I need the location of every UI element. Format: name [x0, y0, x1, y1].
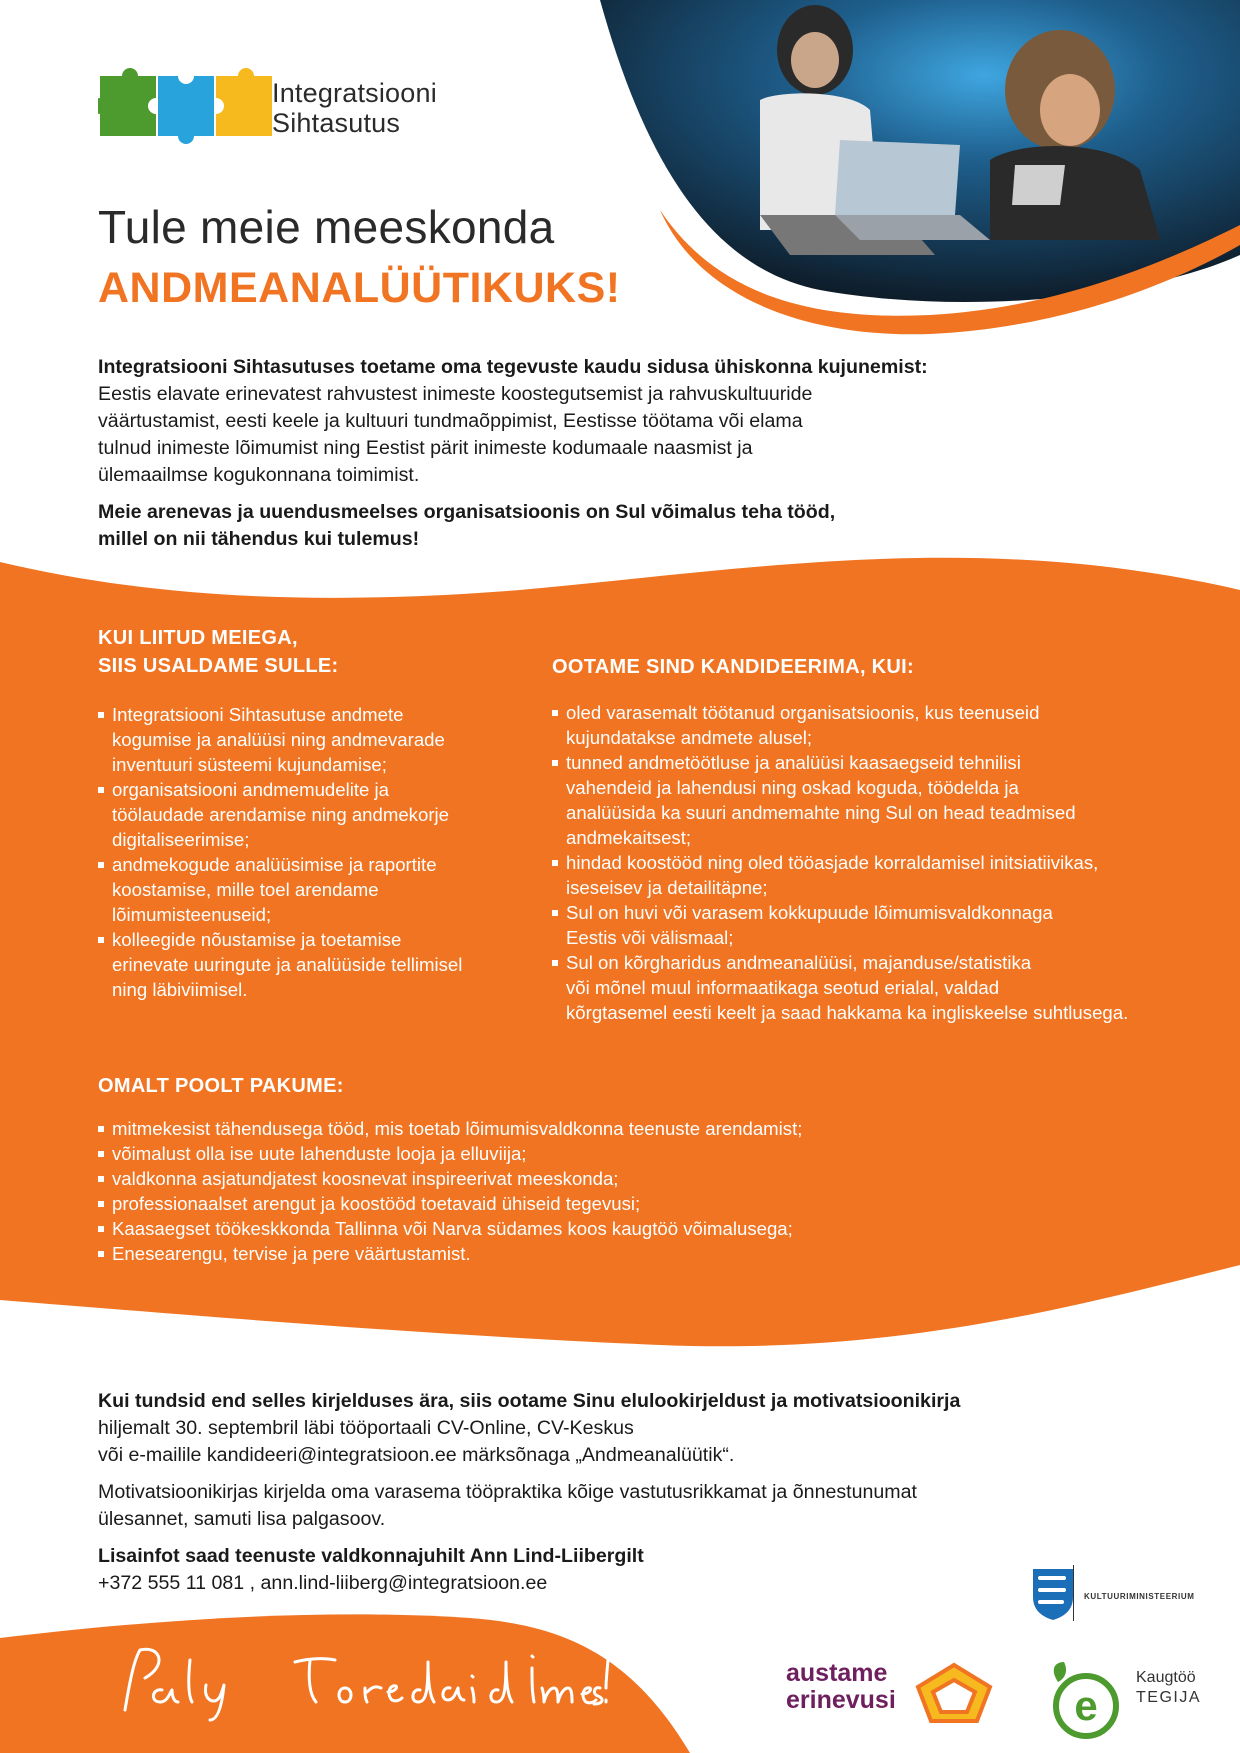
list-item: Sul on huvi või varasem kokkupuude lõimumisvaldkonnaga Eestis või välismaal;: [552, 900, 1192, 950]
puzzle-icon: [98, 68, 272, 144]
closing-line: hiljemalt 30. septembril läbi tööportaali CV-Online, CV-Keskus: [98, 1417, 634, 1439]
trust-heading-line: KUI LIITUD MEIEGA,: [98, 627, 298, 649]
motivation-line: ülesannet, samuti lisa palgasoov.: [98, 1508, 386, 1530]
svg-text:e: e: [1074, 1682, 1098, 1729]
closing-line: või e-mailile kandideeri@integratsioon.ee märksõnaga „Andmeanalüütik“.: [98, 1444, 735, 1466]
intro-line: ülemaailmse kogukonnana toimimist.: [98, 464, 420, 486]
list-item: professionaalset arengut ja koostööd toetavaid ühiseid tegevusi;: [98, 1191, 1158, 1216]
handwritten-signature: [120, 1640, 610, 1730]
list-item: valdkonna asjatundjatest koosnevat inspireerivat meeskonda;: [98, 1166, 1158, 1191]
list-item: oled varasemalt töötanud organisatsioonis, kus teenuseid kujundatakse andmete alusel;: [552, 700, 1192, 750]
motivation-line: Motivatsioonikirjas kirjelda oma varasema tööpraktika kõige vastutusrikkamat ja õnnestunumat: [98, 1481, 917, 1503]
logo-line-2: Sihtasutus: [272, 108, 401, 138]
intro-highlight: Meie arenevas ja uuendusmeelses organisatsioonis on Sul võimalus teha tööd,: [98, 501, 836, 523]
info-lead: Lisainfot saad teenuste valdkonnajuhilt Ann Lind-Liibergilt: [98, 1545, 644, 1567]
intro-line: väärtustamist, eesti keele ja kultuuri tundmaõppimist, Eestisse töötama või elama: [98, 410, 803, 432]
trust-heading: [98, 624, 528, 680]
list-item: organisatsiooni andmemudelite ja töölaudade arendamise ning andmekorje digitaliseerimise;: [98, 777, 538, 852]
closing-lead: Kui tundsid end selles kirjelduses ära, siis ootame Sinu elulookirjeldust ja motivatsioonikirja: [98, 1390, 961, 1412]
trust-list: [98, 702, 538, 1002]
list-item: hindad koostööd ning oled tööasjade korraldamisel initsiatiivikas, iseseisev ja detailitäpne;: [552, 850, 1192, 900]
intro-highlight: millel on nii tähendus kui tulemus!: [98, 528, 420, 550]
list-item: andmekogude analüüsimise ja raportite koostamise, mille toel arendame lõimumisteenuseid;: [98, 852, 538, 927]
list-item: kolleegide nõustamise ja toetamise erinevate uuringute ja analüüside tellimisel ning läbiviimisel.: [98, 927, 538, 1002]
ministry-name: KULTUURIMINISTEERIUM: [1084, 1592, 1195, 1601]
kaugtoo-line-2: TEGIJA: [1136, 1689, 1202, 1706]
closing-text: [98, 1388, 1158, 1597]
headline-line-2: ANDMEANALÜÜTIKUKS!: [98, 264, 621, 312]
intro-text: [98, 354, 1088, 553]
headline-line-1: Tule meie meeskonda: [98, 201, 555, 253]
list-item: mitmekesist tähendusega tööd, mis toetab lõimumisvaldkonna teenuste arendamist;: [98, 1116, 1158, 1141]
intro-lead: Integratsiooni Sihtasutuses toetame oma tegevuste kaudu sidusa ühiskonna kujunemist:: [98, 356, 928, 378]
list-item: võimalust olla ise uute lahenduste looja ja elluviija;: [98, 1141, 1158, 1166]
estonian-coat-of-arms-icon: [1030, 1566, 1076, 1622]
contact-info: +372 555 11 081 , ann.lind-liiberg@integratsioon.ee: [98, 1572, 548, 1594]
pentagon-icon: [915, 1662, 993, 1724]
trust-heading-line: SIIS USALDAME SULLE:: [98, 655, 339, 677]
candidate-heading: OOTAME SIND KANDIDEERIMA, KUI:: [552, 656, 914, 678]
kaugtoo-e-icon: [1040, 1660, 1130, 1740]
ministry-divider: [1073, 1565, 1074, 1621]
offer-heading: OMALT POOLT PAKUME:: [98, 1075, 344, 1097]
austame-line-2: erinevusi: [786, 1686, 896, 1714]
logo-line-1: Integratsiooni: [272, 78, 437, 108]
list-item: Kaasaegset töökeskkonda Tallinna või Narva südames koos kaugtöö võimalusega;: [98, 1216, 1158, 1241]
kaugtoo-text: [1136, 1668, 1201, 1708]
offer-list: [98, 1116, 1158, 1266]
austame-line-1: austame: [786, 1659, 888, 1687]
list-item: Sul on kõrgharidus andmeanalüüsi, majanduse/statistika või mõnel muul informaatikaga seotud erialal, valdad kõrgtasemel eesti keelt ja saad hakkama ka ingliskeelse suhtlusega.: [552, 950, 1192, 1025]
list-item: Integratsiooni Sihtasutuse andmete kogumise ja analüüsi ning andmevarade inventuuri süsteemi kujundamise;: [98, 702, 538, 777]
intro-line: tulnud inimeste lõimumist ning Eestist pärit inimeste kodumaale naasmist ja: [98, 437, 753, 459]
austame-erinevusi-logo: [786, 1660, 896, 1714]
kaugtoo-line-1: Kaugtöö: [1136, 1669, 1196, 1686]
logo-text: [272, 78, 437, 138]
intro-line: Eestis elavate erinevatest rahvustest inimeste koostegutsemist ja rahvuskultuuride: [98, 383, 813, 405]
list-item: Enesearengu, tervise ja pere väärtustamist.: [98, 1241, 1158, 1266]
list-item: tunned andmetöötluse ja analüüsi kaasaegseid tehnilisi vahendeid ja lahendusi ning oskad koguda, töödelda ja analüüsida ka suuri andmemahte ning Sul on head teadmised andmekaitsest;: [552, 750, 1192, 850]
candidate-list: [552, 700, 1192, 1025]
